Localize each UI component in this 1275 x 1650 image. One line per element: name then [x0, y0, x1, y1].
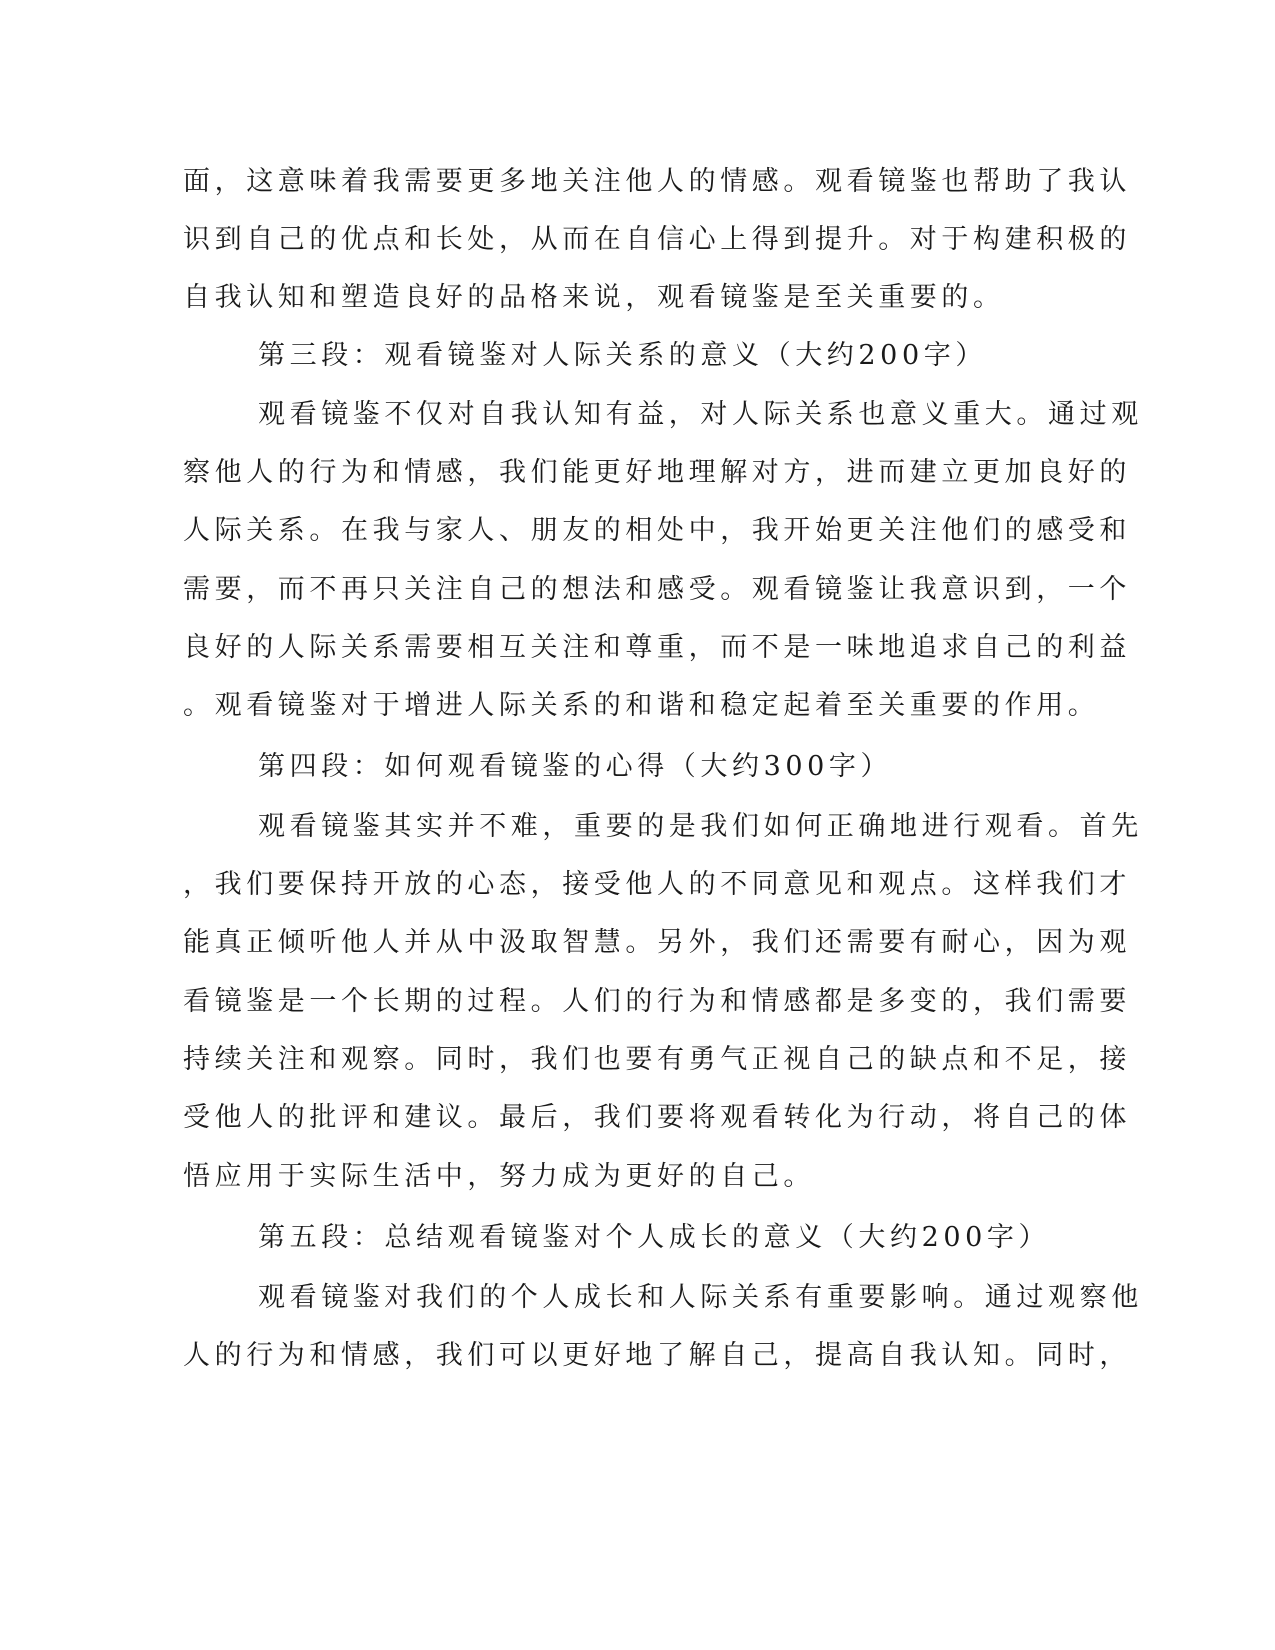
paragraph-line: 观看镜鉴不仅对自我认知有益，对人际关系也意义重大。通过观: [258, 399, 1143, 430]
section-heading: 第三段：观看镜鉴对人际关系的意义（大约200字）: [258, 340, 987, 371]
paragraph-line: 观看镜鉴其实并不难，重要的是我们如何正确地进行观看。首先: [258, 811, 1143, 842]
paragraph-line: 受他人的批评和建议。最后，我们要将观看转化为行动，将自己的体: [183, 1102, 1131, 1133]
paragraph-line: 看镜鉴是一个长期的过程。人们的行为和情感都是多变的，我们需要: [183, 986, 1131, 1017]
paragraph-line: 面，这意味着我需要更多地关注他人的情感。观看镜鉴也帮助了我认: [183, 166, 1131, 197]
paragraph-line: 识到自己的优点和长处，从而在自信心上得到提升。对于构建积极的: [183, 224, 1131, 255]
paragraph-line: 自我认知和塑造良好的品格来说，观看镜鉴是至关重要的。: [183, 282, 1005, 313]
paragraph-line: 良好的人际关系需要相互关注和尊重，而不是一味地追求自己的利益: [183, 632, 1131, 663]
paragraph-line: 持续关注和观察。同时，我们也要有勇气正视自己的缺点和不足，接: [183, 1044, 1131, 1075]
paragraph-line: 人的行为和情感，我们可以更好地了解自己，提高自我认知。同时，: [183, 1340, 1131, 1371]
paragraph-line: 察他人的行为和情感，我们能更好地理解对方，进而建立更加良好的: [183, 457, 1131, 488]
paragraph-line: ，我们要保持开放的心态，接受他人的不同意见和观点。这样我们才: [183, 869, 1131, 900]
paragraph-line: 能真正倾听他人并从中汲取智慧。另外，我们还需要有耐心，因为观: [183, 927, 1131, 958]
section-heading: 第五段：总结观看镜鉴对个人成长的意义（大约200字）: [258, 1222, 1051, 1253]
paragraph-line: 悟应用于实际生活中，努力成为更好的自己。: [183, 1161, 815, 1192]
section-heading: 第四段：如何观看镜鉴的心得（大约300字）: [258, 751, 893, 782]
paragraph-line: 人际关系。在我与家人、朋友的相处中，我开始更关注他们的感受和: [183, 515, 1131, 546]
paragraph-line: 。观看镜鉴对于增进人际关系的和谐和稳定起着至关重要的作用。: [183, 690, 1100, 721]
paragraph-line: 观看镜鉴对我们的个人成长和人际关系有重要影响。通过观察他: [258, 1282, 1143, 1313]
paragraph-line: 需要，而不再只关注自己的想法和感受。观看镜鉴让我意识到，一个: [183, 574, 1131, 605]
